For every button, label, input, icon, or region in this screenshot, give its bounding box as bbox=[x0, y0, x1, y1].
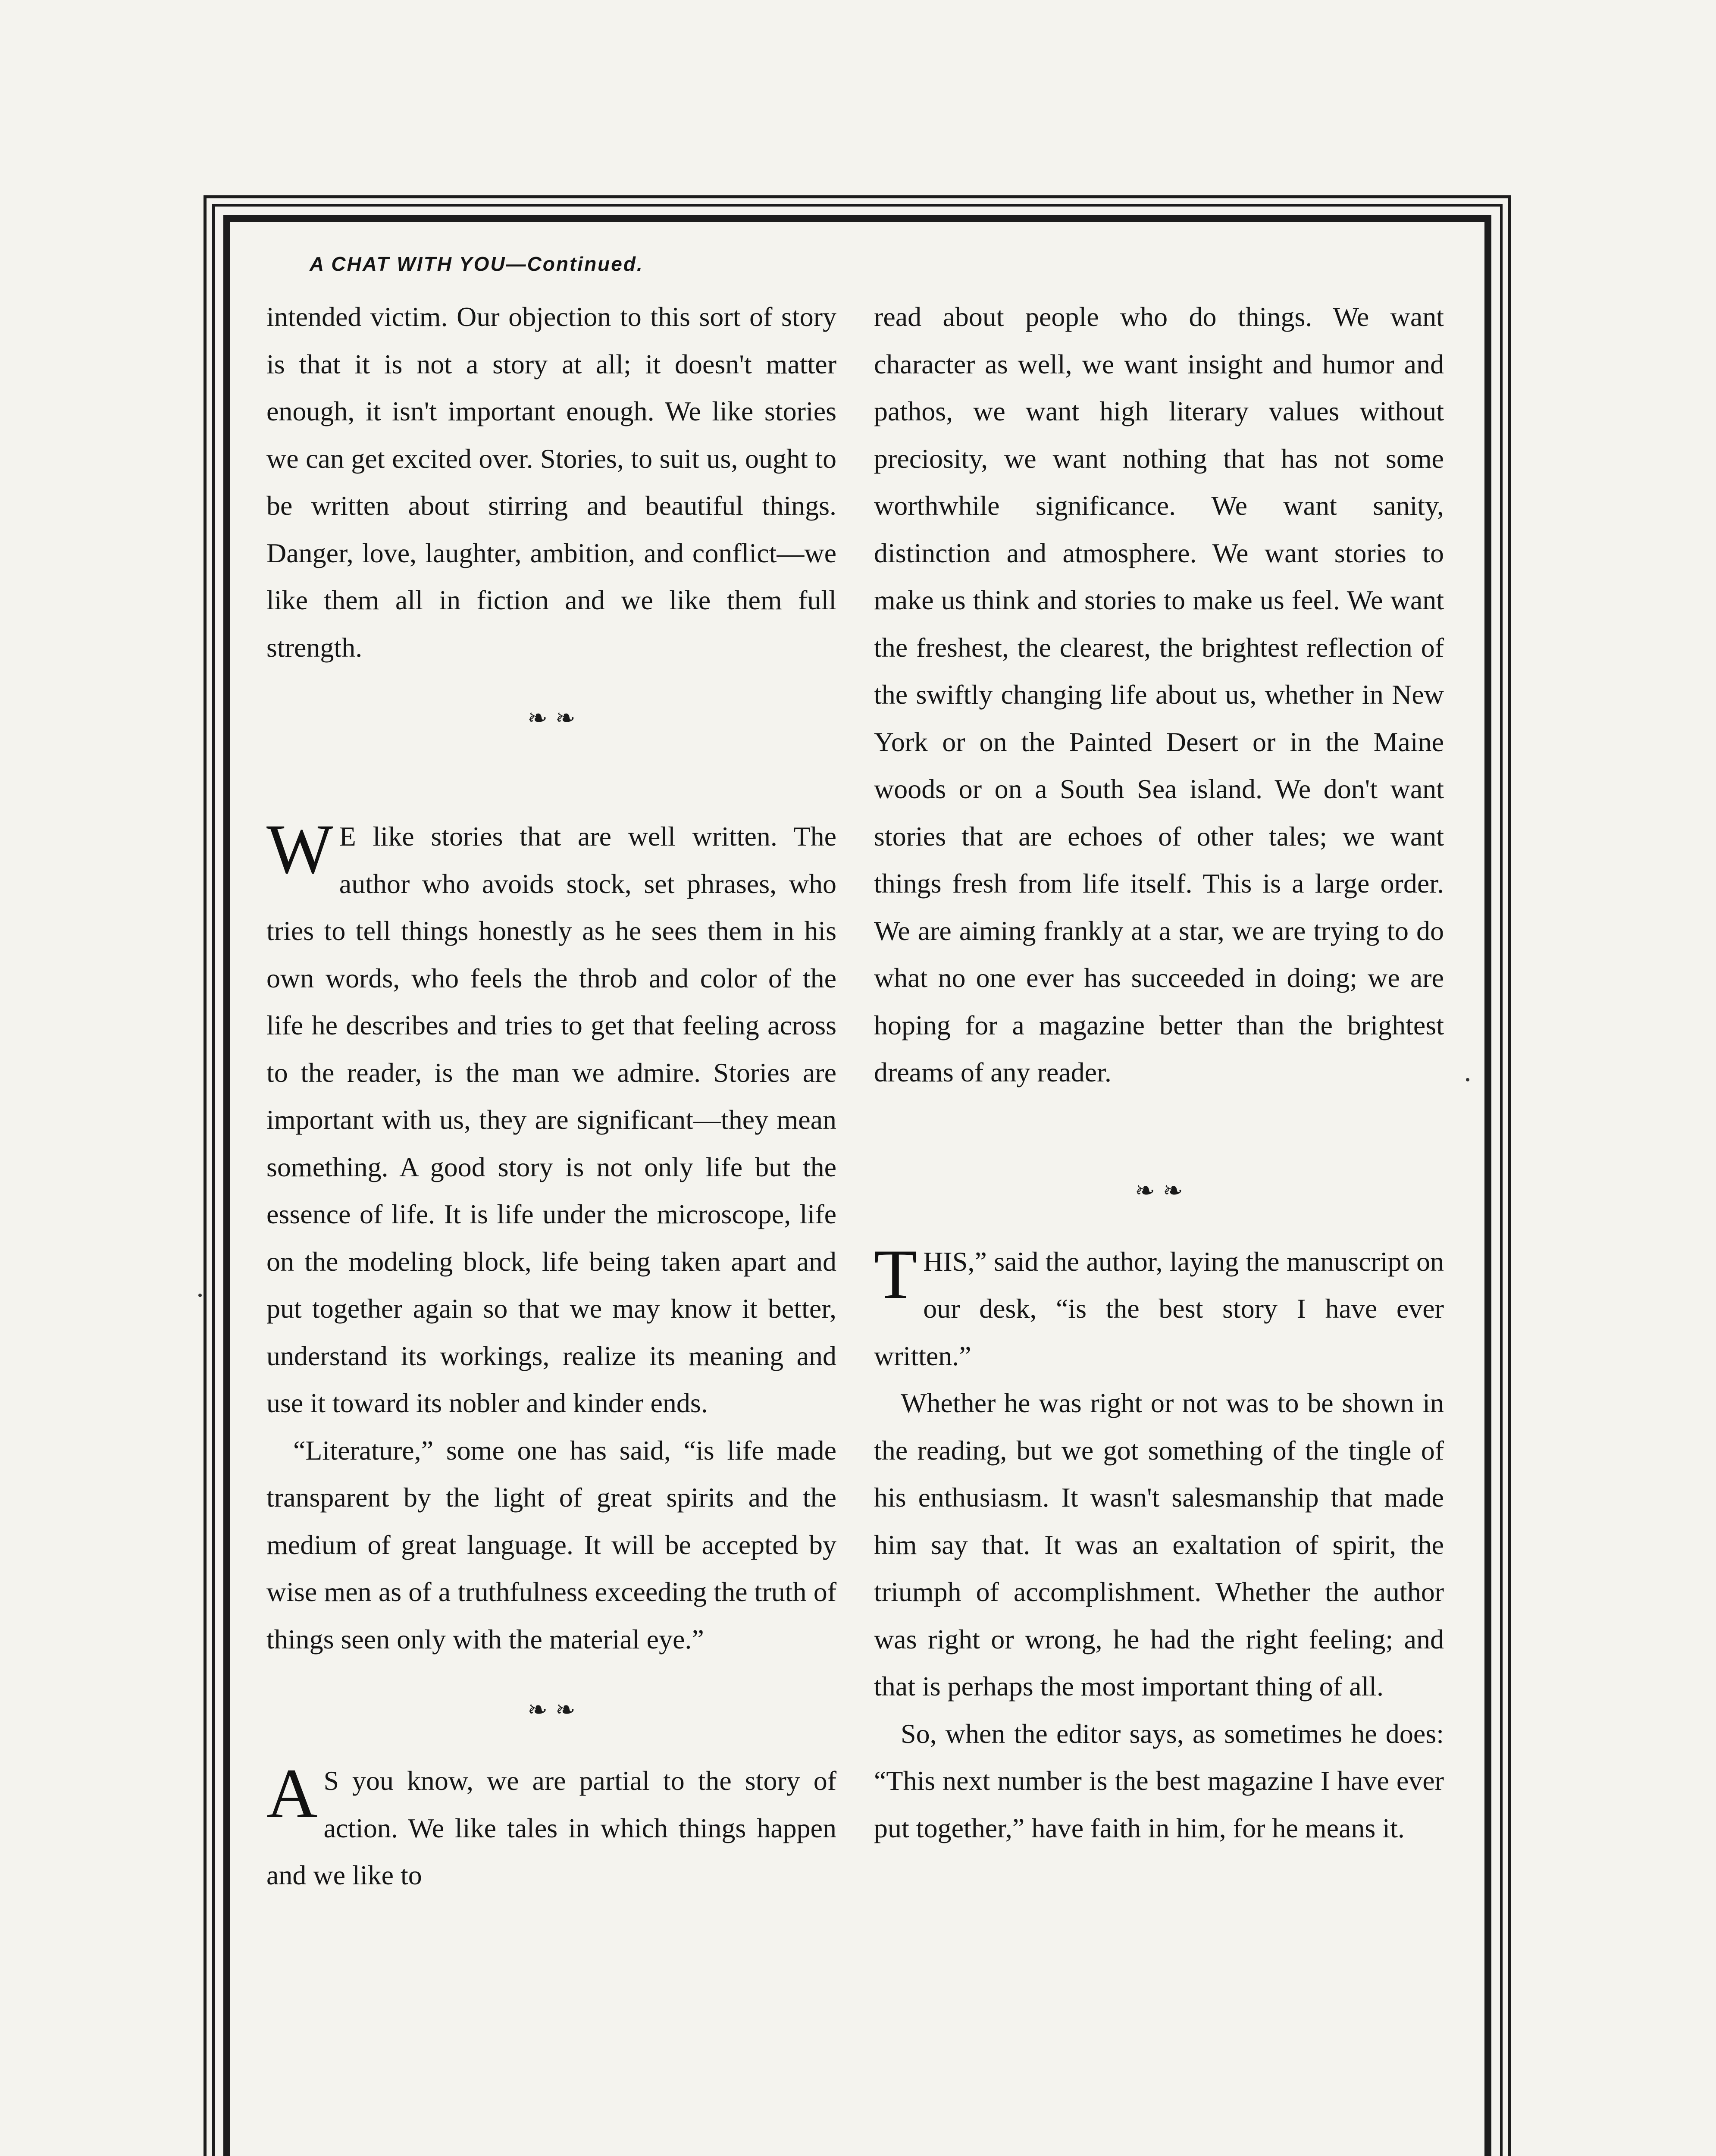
spacer bbox=[874, 1096, 1444, 1144]
drop-cap: A bbox=[266, 1755, 318, 1833]
left-paragraph-2 bbox=[266, 810, 836, 1427]
drop-cap: W bbox=[266, 810, 333, 888]
paragraph-text: HIS,” said the author, laying the manuscript on our desk, “is the best story I have ever written.” bbox=[874, 1246, 1444, 1371]
print-speck bbox=[1466, 1078, 1469, 1081]
right-paragraph-3: Whether he was right or not was to be shown in the reading, but we got something of the tingle of his enthusiasm. It wasn't salesmanship that made him say that. It was an exaltation of spirit, the triumph of accomplishment. Whether the author was right or wrong, he had the right feeling; and that is perhaps the most important thing of all. bbox=[874, 1388, 1444, 1702]
right-column bbox=[874, 293, 1444, 1852]
right-paragraph-2 bbox=[874, 1235, 1444, 1380]
running-head: A CHAT WITH YOU—Continued. bbox=[310, 253, 644, 275]
drop-cap: T bbox=[874, 1235, 917, 1313]
paragraph-text: E like stories that are well written. The author who avoids stock, set phrases, who tries to tell things honestly as he sees them in his own words, who feels the throb and color of the life he describes and tries to get that feeling across to the reader, is the man we admire. Stories are important with us, they are significant—they mean something. A good story is not only life but the essence of life. It is life under the microscope, life on the modeling block, life being taken apart and put together again so that we may know it better, understand its workings, realize its meaning and use it toward its nobler and kinder ends. bbox=[266, 821, 836, 1418]
left-paragraph-3: “Literature,” some one has said, “is life made transparent by the light of great spirits and the medium of great language. It will be accepted by wise men as of a truthfulness exceeding the truth of things seen only with the material eye.” bbox=[266, 1435, 836, 1655]
right-paragraph-4: So, when the editor says, as sometimes he does: “This next number is the best magazine I have ever put together,” have faith in him, for he means it. bbox=[874, 1718, 1444, 1843]
spacer bbox=[266, 765, 836, 813]
left-paragraph-1: intended victim. Our objection to this sort of story is that it is not a story at all; it doesn't matter enough, it isn't important enough. We like stories we can get excited over. Stories, to suit us, ought to be written about stirring and beautiful things. Danger, love, laughter, ambition, and conflict—we like them all in fiction and we like them full strength. bbox=[266, 301, 836, 663]
left-paragraph-4 bbox=[266, 1757, 836, 1899]
ornament-divider: ❧ ❧ bbox=[527, 704, 576, 732]
right-paragraph-1: read about people who do things. We want character as well, we want insight and humor and pathos, we want high literary values without preciosity, we want nothing that has not some worthwhile significance. We want sanity, distinction and atmosphere. We want stories to make us think and stories to make us feel. We want the freshest, the clearest, the brightest reflection of the swiftly changing life about us, whether in New York or on the Painted Desert or in the Maine woods or on a South Sea island. We don't want stories that are echoes of other tales; we want things fresh from life itself. This is a large order. We are aiming frankly at a star, we are trying to do what no one ever has succeeded in doing; we are hoping for a magazine better than the brightest dreams of any reader. bbox=[874, 301, 1444, 1087]
print-speck bbox=[198, 1294, 202, 1297]
paragraph-text: S you know, we are partial to the story of action. We like tales in which things happen and we like to bbox=[266, 1765, 836, 1890]
left-column bbox=[266, 293, 836, 1899]
ornament-divider: ❧ ❧ bbox=[527, 1696, 576, 1724]
ornament-divider: ❧ ❧ bbox=[1135, 1176, 1183, 1205]
